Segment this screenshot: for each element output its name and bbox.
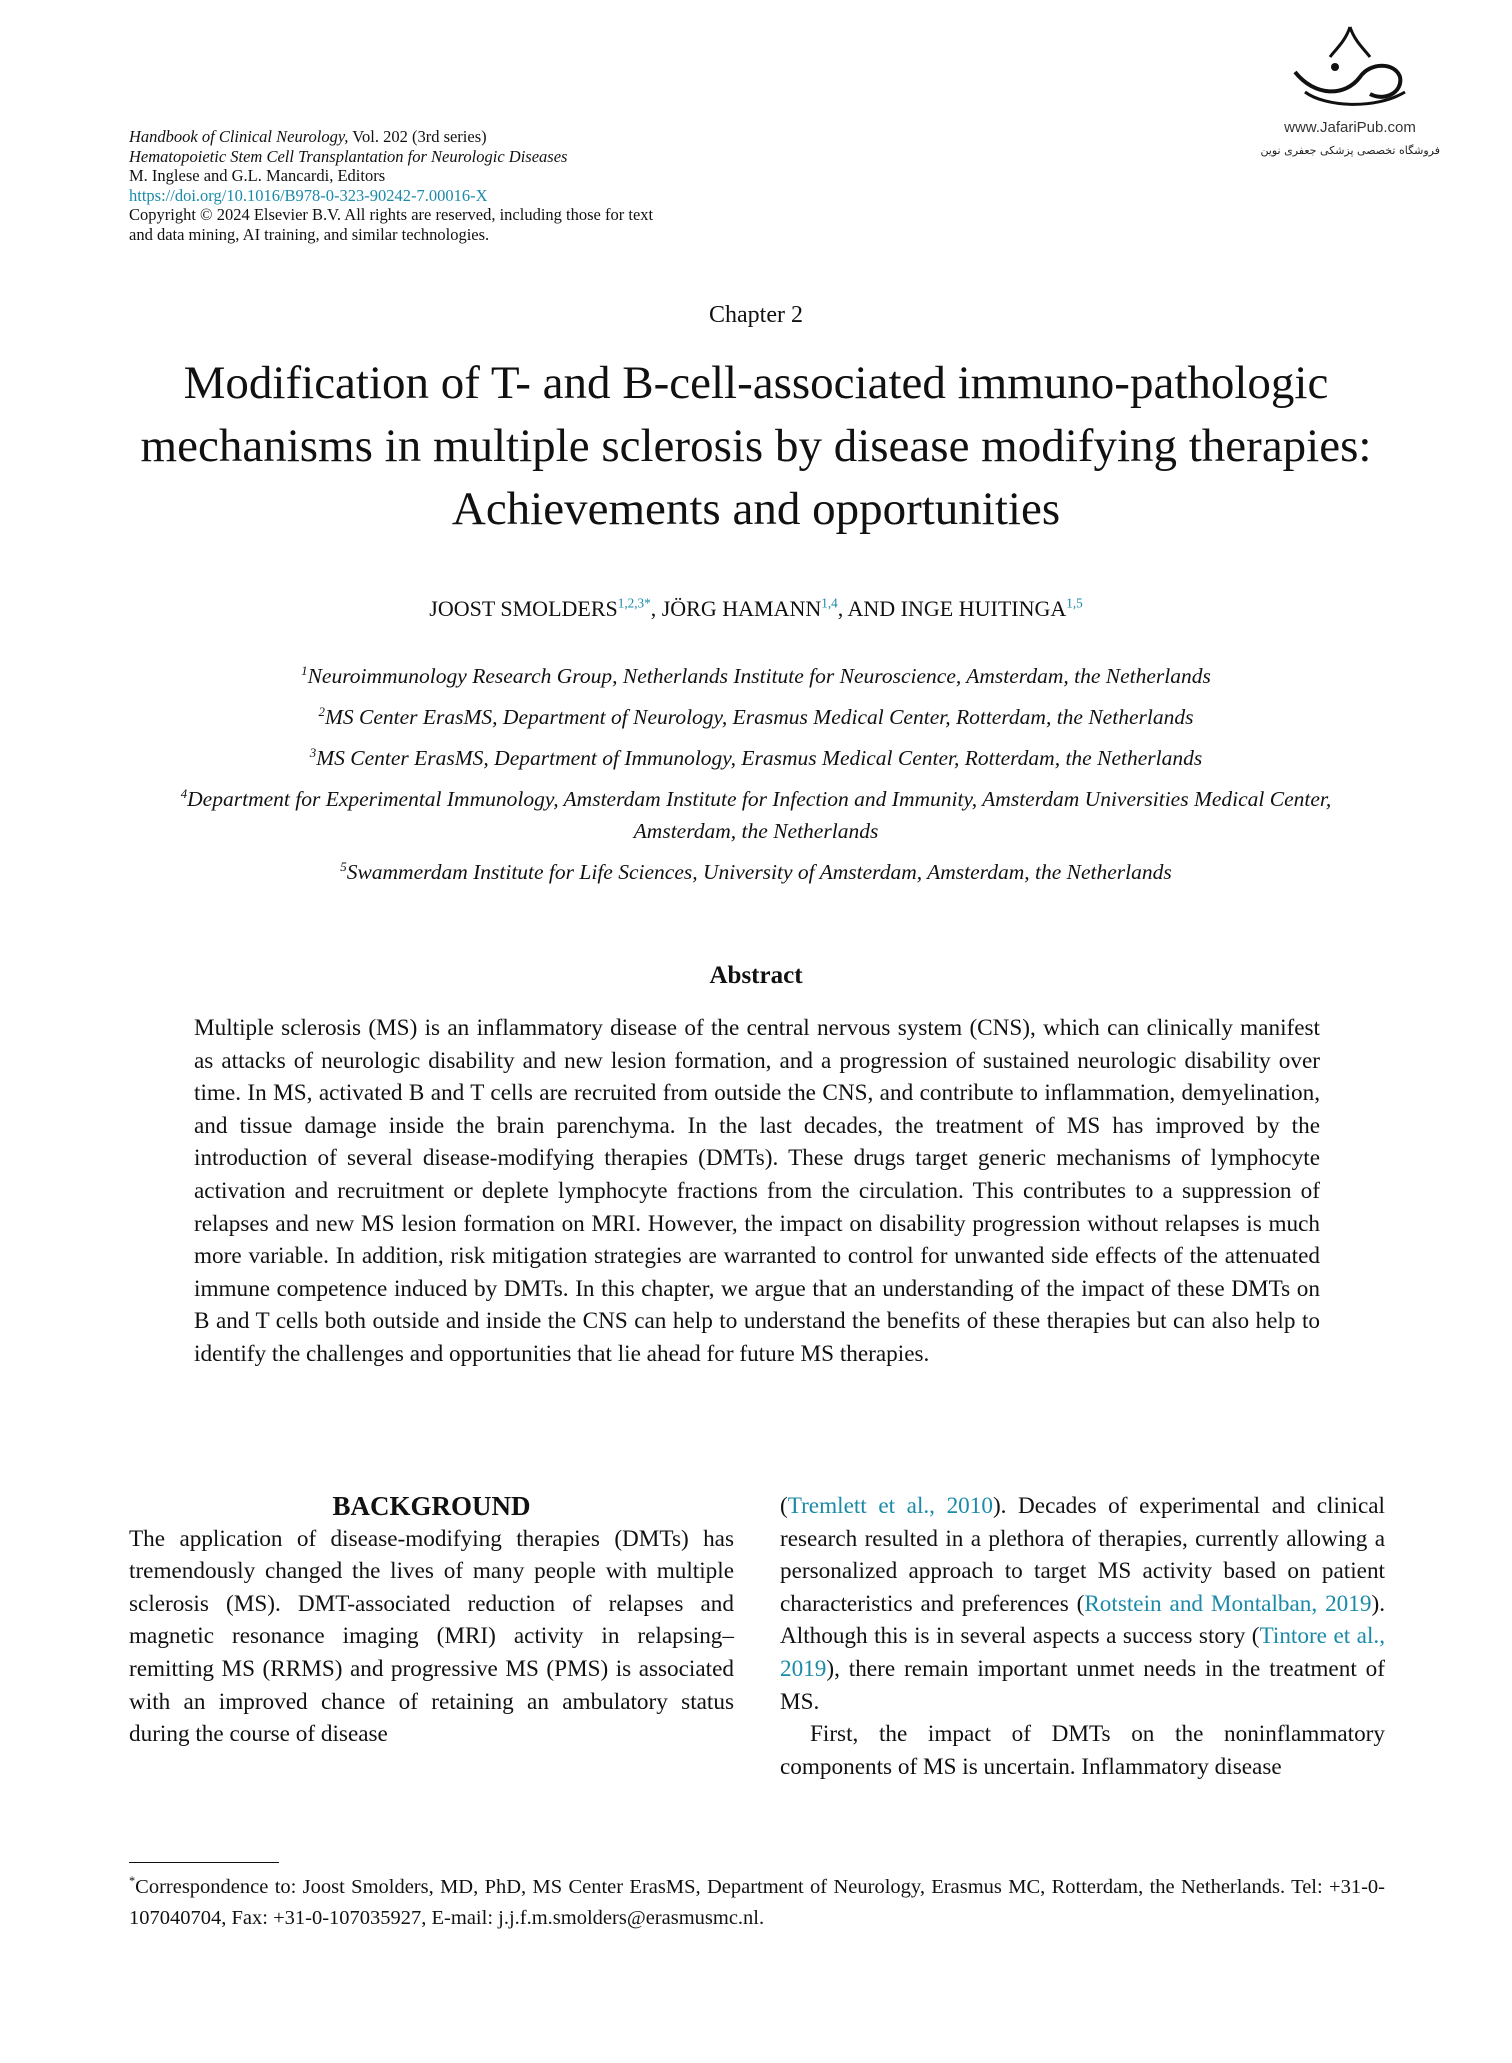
citation-link[interactable]: Tremlett et al., 2010 <box>787 1493 993 1519</box>
background-right-column <box>780 1490 1385 1783</box>
affiliation-text: Department for Experimental Immunology, Amsterdam Institute for Infection and Immunity, Amsterdam Universities Medical Center, Amsterdam, the Netherlands <box>187 787 1332 843</box>
affiliation-number: 1 <box>301 663 308 678</box>
chapter-title: Modification of T- and B-cell-associated immuno-pathologic mechanisms in multiple sclerosis by disease modifying therapies: Achievements and opportunities <box>140 357 1372 535</box>
watermark-url: www.JafariPub.com <box>1284 119 1416 136</box>
author-affiliation-ref[interactable]: 1,4 <box>821 595 838 611</box>
footnote-mark: * <box>129 1874 136 1889</box>
footnote-text: Correspondence to: Joost Smolders, MD, PhD, MS Center ErasMS, Department of Neurology, Erasmus MC, Rotterdam, the Netherlands. Tel: +31-0-107040704, Fax: +31-0-107035927, E-mail: j.j.f.m.smolders@erasmusmc.nl. <box>129 1876 1385 1929</box>
abstract-heading: Abstract <box>709 962 803 989</box>
copyright-line-1: Copyright © 2024 Elsevier B.V. All rights are reserved, including those for text <box>129 205 654 224</box>
book-header <box>129 127 653 244</box>
background-left-column <box>129 1490 734 1751</box>
author-name: JÖRG HAMANN <box>661 596 822 621</box>
copyright-line-2: and data mining, AI training, and similar technologies. <box>129 224 490 244</box>
book-title: Handbook of Clinical Neurology, <box>129 127 349 146</box>
author-list <box>0 596 1512 622</box>
text-run: ). Decades of experimental and clinical research resulted in a plethora of therapies, currently allowing a personalized approach to target MS activity based on patient characteristics and preferences ( <box>780 1493 1385 1617</box>
footnote-divider <box>129 1862 279 1863</box>
text-run: ). Although this is in several aspects a success story ( <box>780 1590 1385 1650</box>
background-paragraph: The application of disease-modifying therapies (DMTs) has tremendously changed the lives of many people with multiple sclerosis (MS). DMT-associated reduction of relapses and magnetic resonance imaging (MRI) activity in relapsing–remitting MS (RRMS) and progressive MS (PMS) is associated with an improved chance of retaining an ambulatory status during the course of disease <box>129 1525 734 1748</box>
editors: M. Inglese and G.L. Mancardi, Editors <box>129 166 386 185</box>
watermark-tagline: فروشگاه تخصصی پزشکی جعفری نوین <box>1260 144 1440 157</box>
correspondence-footnote <box>129 1872 1385 1934</box>
book-subtitle: Hematopoietic Stem Cell Transplantation for Neurologic Diseases <box>129 146 568 166</box>
separator: , <box>650 596 662 621</box>
separator: , AND <box>837 596 901 621</box>
affiliation-number: 3 <box>309 745 317 760</box>
affiliation <box>150 856 1362 888</box>
affiliation <box>150 783 1362 847</box>
author-affiliation-ref[interactable]: 1,2,3* <box>617 595 651 611</box>
author-name: INGE HUITINGA <box>900 596 1067 621</box>
volume: Vol. 202 (3rd series) <box>348 127 487 146</box>
citation-link[interactable]: Tintore et al., 2019 <box>780 1623 1385 1682</box>
affiliation-number: 2 <box>318 704 325 719</box>
affiliation <box>150 701 1362 733</box>
affiliation-text: Swammerdam Institute for Life Sciences, University of Amsterdam, Amsterdam, the Netherlands <box>346 860 1172 884</box>
abstract-text: Multiple sclerosis (MS) is an inflammatory disease of the central nervous system (CNS), which can clinically manifest as attacks of neurologic disability and new lesion formation, and a progression of sustained neurologic disability over time. In MS, activated B and T cells are recruited from outside the CNS, and contribute to inflammation, demyelination, and tissue damage inside the brain parenchyma. In the last decades, the treatment of MS has improved by the introduction of several disease-modifying therapies (DMTs). These drugs target generic mechanisms of lymphocyte activation and recruitment or deplete lymphocyte fractions from the circulation. This contributes to a suppression of relapses and new MS lesion formation on MRI. However, the impact on disability progression without relapses is much more variable. In addition, risk mitigation strategies are warranted to control for unwanted side effects of the attenuated immune competence induced by DMTs. In this chapter, we argue that an understanding of the impact of these DMTs on B and T cells both outside and inside the CNS can help to understand the benefits of these therapies but can also help to identify the challenges and opportunities that lie ahead for future MS therapies. <box>194 1015 1320 1367</box>
chapter-label: Chapter 2 <box>709 302 803 328</box>
affiliation-number: 4 <box>180 786 188 801</box>
citation-link[interactable]: Rotstein and Montalban, 2019 <box>1084 1590 1372 1617</box>
author-name: JOOST SMOLDERS <box>429 596 618 621</box>
affiliation-text: MS Center ErasMS, Department of Immunology, Erasmus Medical Center, Rotterdam, the Netherlands <box>316 746 1203 770</box>
affiliations <box>150 660 1362 897</box>
affiliation <box>150 660 1362 692</box>
doi-link[interactable]: https://doi.org/10.1016/B978-0-323-90242-7.00016-X <box>129 185 488 205</box>
jafari-logo-icon <box>1275 22 1425 112</box>
author-affiliation-ref[interactable]: 1,5 <box>1066 595 1083 611</box>
affiliation-number: 5 <box>340 859 347 874</box>
background-paragraph: First, the impact of DMTs on the noninflammatory components of MS is uncertain. Inflammatory disease <box>780 1721 1385 1780</box>
background-paragraph-continued: (Tremlett et al., 2010). Decades of experimental and clinical research resulted in a plethora of therapies, currently allowing a personalized approach to target MS activity based on patient characteristics and preferences (Rotstein and Montalban, 2019). Although this is in several aspects a success story (Tintore et al., 2019), there remain important unmet needs in the treatment of MS. <box>780 1493 1385 1715</box>
text-run: ), there remain important unmet needs in the treatment of MS. <box>780 1655 1385 1715</box>
affiliation-text: Neuroimmunology Research Group, Netherlands Institute for Neuroscience, Amsterdam, the Netherlands <box>307 664 1211 688</box>
background-heading: BACKGROUND <box>332 1491 531 1521</box>
publisher-watermark <box>1260 22 1440 157</box>
affiliation-text: MS Center ErasMS, Department of Neurology, Erasmus Medical Center, Rotterdam, the Netherlands <box>324 705 1194 729</box>
affiliation <box>150 742 1362 774</box>
